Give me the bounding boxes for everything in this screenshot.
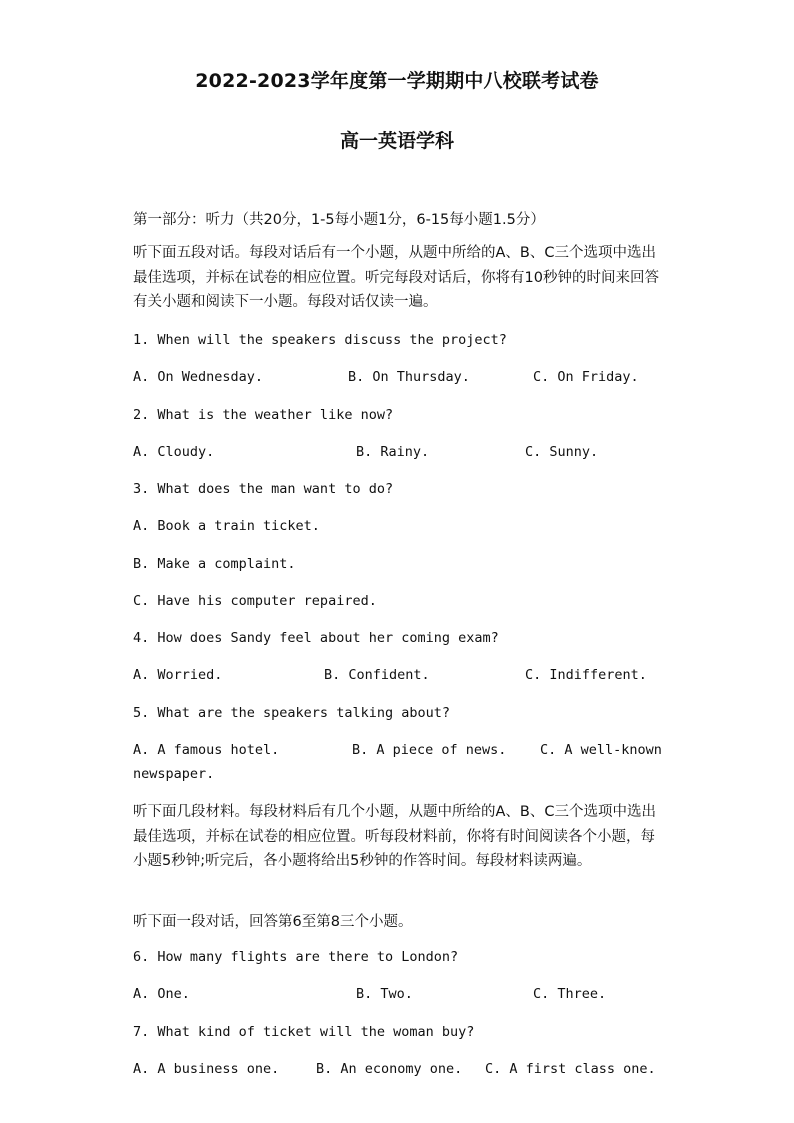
section-heading: 第一部分：听力（共20分，1-5每小题1分，6-15每小题1.5分） (133, 212, 545, 228)
question-3-option-b: B. Make a complaint. (133, 556, 296, 572)
question-4-option-a: A. Worried. (133, 667, 223, 683)
question-7-stem: 7. What kind of ticket will the woman buy? (133, 1024, 475, 1040)
question-1-option-c: C. On Friday. (533, 369, 639, 385)
question-7-option-b: B. An economy one. (316, 1061, 463, 1077)
question-4-option-b: B. Confident. (324, 667, 430, 683)
question-6-option-c: C. Three. (533, 986, 607, 1002)
question-5-option-b: B. A piece of news. (352, 742, 507, 758)
question-1-option-a: A. On Wednesday. (133, 369, 264, 385)
question-6-stem: 6. How many flights are there to London? (133, 949, 459, 965)
instruction-paragraph-3: 听下面一段对话，回答第6至第8三个小题。 (133, 914, 413, 930)
question-6-option-a: A. One. (133, 986, 190, 1002)
question-7-option-c: C. A first class one. (485, 1061, 656, 1077)
question-5-stem: 5. What are the speakers talking about? (133, 705, 450, 721)
question-7-option-a: A. A business one. (133, 1061, 280, 1077)
question-5-option-a: A. A famous hotel. (133, 742, 280, 758)
exam-title: 2022-2023学年度第一学期期中八校联考试卷 (195, 70, 599, 92)
question-2-stem: 2. What is the weather like now? (133, 407, 394, 423)
question-2-option-b: B. Rainy. (356, 444, 430, 460)
question-4-option-c: C. Indifferent. (525, 667, 647, 683)
question-5-option-c: C. A well-known (540, 742, 662, 758)
question-6-option-b: B. Two. (356, 986, 413, 1002)
question-3-stem: 3. What does the man want to do? (133, 481, 394, 497)
exam-subtitle: 高一英语学科 (339, 130, 454, 152)
question-4-stem: 4. How does Sandy feel about her coming exam? (133, 630, 499, 646)
instruction-paragraph-1: 听下面五段对话。每段对话后有一个小题，从题中所给的A、B、C三个选项中选出最佳选项，并标在试卷的相应位置。听完每段对话后，你将有10秒钟的时间来回答有关小题和阅读下一小题。每段对话仅读一遍。 (133, 245, 659, 310)
question-3-option-a: A. Book a train ticket. (133, 518, 320, 534)
question-1-option-b: B. On Thursday. (348, 369, 470, 385)
question-3-option-c: C. Have his computer repaired. (133, 593, 377, 609)
instruction-paragraph-2: 听下面几段材料。每段材料后有几个小题，从题中所给的A、B、C三个选项中选出最佳选项，并标在试卷的相应位置。听每段材料前，你将有时间阅读各个小题，每小题5秒钟;听完后，各小题将给出5秒钟的作答时间。每段材料读两遍。 (133, 804, 656, 869)
question-1-stem: 1. When will the speakers discuss the project? (133, 332, 507, 348)
question-5-option-c-continued: newspaper. (133, 766, 215, 782)
question-2-option-a: A. Cloudy. (133, 444, 215, 460)
question-2-option-c: C. Sunny. (525, 444, 599, 460)
